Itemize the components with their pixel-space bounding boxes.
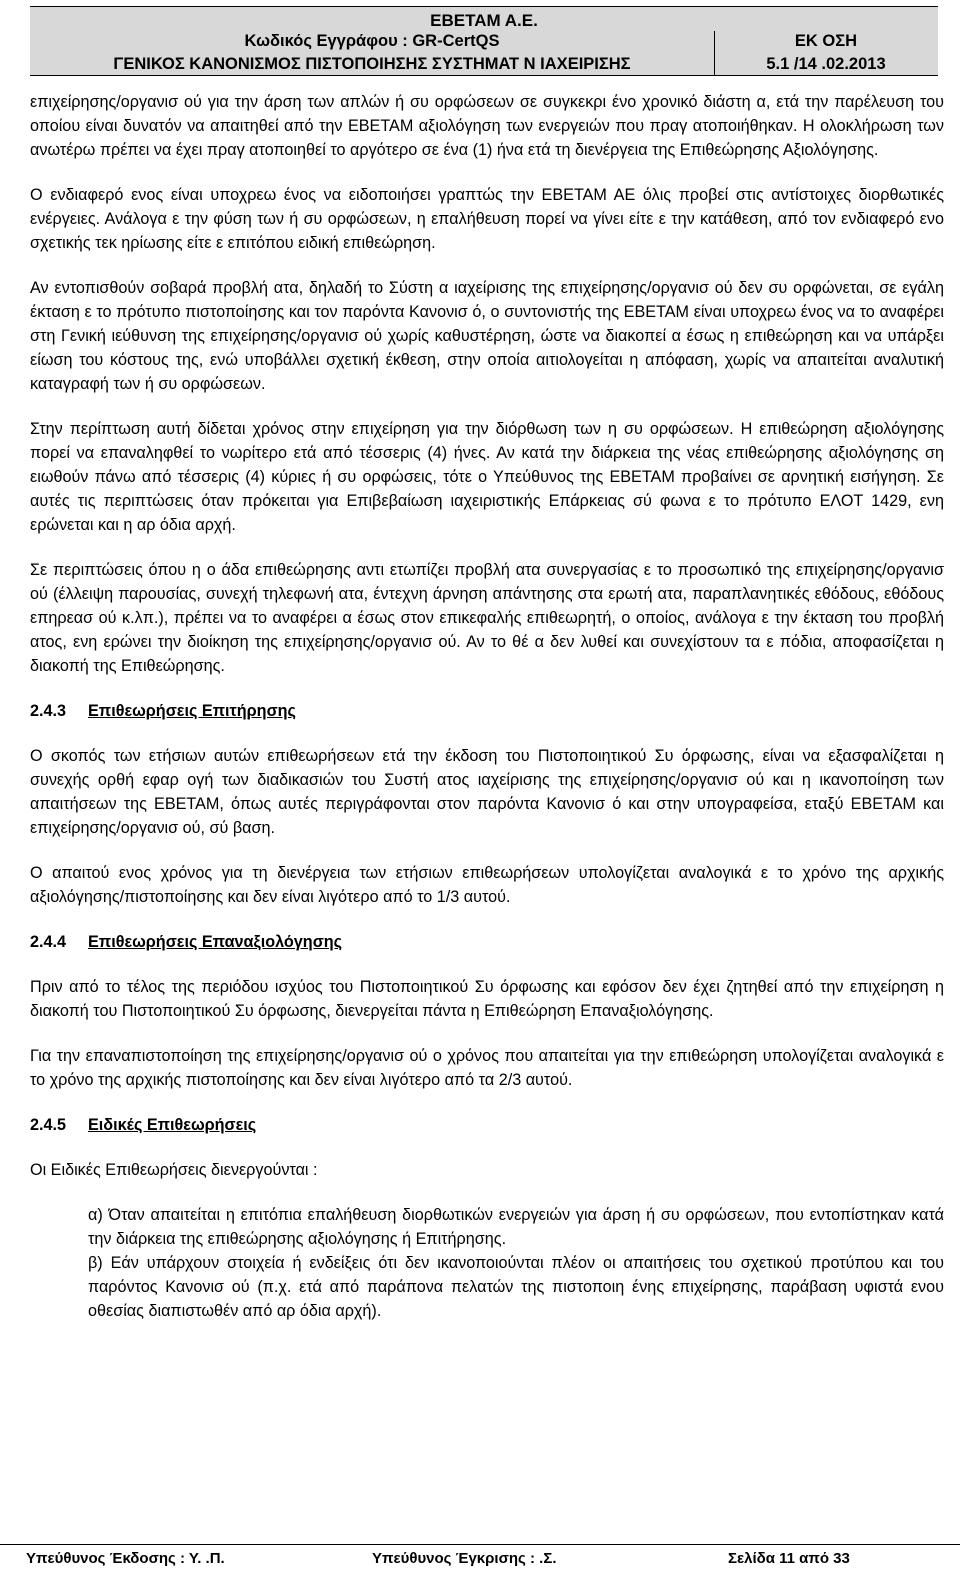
section-number: 2.4.5	[30, 1116, 67, 1134]
document-footer	[0, 1544, 960, 1571]
paragraph: Στην περίπτωση αυτή δίδεται χρόνος στην επιχείρηση για την διόρθωση των η συ ορφώσεων. Η επιθεώρηση αξιολόγησης πορεί να επαναληφθεί το νωρίτερο ετά από τέσσερις (4) ήνες. Αν κατά την διάρκεια της νέας επιθεώρησης αξιολόγησης ση ειωθούν πάνω από τέσσερις (4) κύριες ή συ ορφώσεις, τότε ο Υπεύθυνος της ΕΒΕΤΑΜ προβαίνει σε αρνητική εισήγηση. Σε αυτές τις περιπτώσεις όταν πρόκειται για Επιβεβαίωση ιαχειριστικής Επάρκειας σύ φωνα ε το πρότυπο ΕΛΟΤ 1429, ενη ερώνεται και η αρ όδια αρχή.	[30, 420, 944, 534]
document-body	[30, 90, 944, 1323]
section-heading-2-4-3	[30, 699, 944, 723]
edition-label: ΕΚ ΟΣΗ	[794, 32, 858, 50]
issue-owner: Υπεύθυνος Έκδοσης : Υ. .Π.	[26, 1550, 225, 1567]
paragraph: Σε περιπτώσεις όπου η ο άδα επιθεώρησης αντι ετωπίζει προβλή ατα συνεργασίας ε το προσωπικό της επιχείρησης/οργανισ ού (έλλειψη παρουσίας, συνεχή τηλεφωνή ατα, έντεχνη άρνηση απάντησης στα ερωτή ατα, παραπλανητικές εθόδους, εθόδους επηρεασ ού κ.λπ.), πρέπει να το αναφέρει α έσως στον επικεφαλής επιθεωρητή, ο οποίος, ανάλογα ε την έκταση του προβλή ατος, ενη ερώνει την διοίκηση της επιχείρησης/οργανισ ού. Αν το θέ α δεν λυθεί και συνεχίστουν τα ε πόδια, αποφασίζεται η διακοπή της Επιθεώρησης.	[30, 561, 944, 675]
edition-value: 5.1 /14 .02.2013	[766, 55, 886, 73]
list-item: β) Εάν υπάρχουν στοιχεία ή ενδείξεις ότι δεν ικανοποιούνται πλέον οι απαιτήσεις του σχετικού προτύπου και του παρόντος Κανονισ ού (π.χ. ετά από παράπονα πελατών της πιστοποιη ένης επιχείρησης, παράβαση υφιστά ενου οθεσίας διαπιστωθέν από αρ όδια αρχή).	[88, 1254, 944, 1320]
company-name: ΕΒΕΤΑΜ Α.Ε.	[430, 11, 538, 30]
list-item: α) Όταν απαιτείται η επιτόπια επαλήθευση διορθωτικών ενεργειών για άρση ή συ ορφώσεων, που εντοπίστηκαν κατά την διάρκεια της επιθεώρησης αξιολόγησης ή Επιτήρησης.	[88, 1206, 944, 1248]
section-title: Επιθεωρήσεις Επαναξιολόγησης	[88, 933, 343, 951]
doc-code-label: Κωδικός Εγγράφου : GR-CertQS	[244, 32, 500, 50]
paragraph: Οι Ειδικές Επιθεωρήσεις διενεργούνται :	[30, 1161, 318, 1179]
section-heading-2-4-5	[30, 1113, 944, 1137]
section-number: 2.4.3	[30, 702, 67, 720]
section-number: 2.4.4	[30, 933, 67, 951]
section-heading-2-4-4	[30, 930, 944, 954]
paragraph: Πριν από το τέλος της περιόδου ισχύος του Πιστοποιητικού Συ όρφωσης και εφόσον δεν έχει ζητηθεί από την επιχείρηση η διακοπή του Πιστοποιητικού Συ όρφωσης, διενεργείται πάντα η Επιθεώρηση Επαναξιολόγησης.	[30, 978, 944, 1020]
document-title: ΓΕΝΙΚΟΣ ΚΑΝΟΝΙΣΜΟΣ ΠΙΣΤΟΠΟΙΗΣΗΣ ΣΥΣΤΗΜΑΤ Ν ΙΑΧΕΙΡΙΣΗΣ	[113, 55, 631, 73]
section-title: Ειδικές Επιθεωρήσεις	[88, 1116, 257, 1134]
special-inspections-list	[30, 1203, 944, 1323]
document-header	[30, 6, 938, 76]
paragraph: επιχείρησης/οργανισ ού για την άρση των απλών ή συ ορφώσεων σε συγκεκρι ένο χρονικό διάστη α, ετά την παρέλευση του οποίου είναι δυνατόν να απαιτηθεί από την ΕΒΕΤΑΜ αξιολόγηση των ενεργειών που πραγ ατοποιήθηκαν. Η ολοκλήρωση των ανωτέρω πρέπει να έχει πραγ ατοποιηθεί το αργότερο σε ένα (1) ήνα ετά τη διενέργεια της Επιθεώρησης Αξιολόγησης.	[30, 93, 944, 159]
approval-owner: Υπεύθυνος Έγκρισης : .Σ.	[372, 1550, 557, 1567]
header-divider	[714, 31, 715, 75]
paragraph: Ο ενδιαφερό ενος είναι υποχρεω ένος να ειδοποιήσει γραπτώς την ΕΒΕΤΑΜ ΑΕ όλις προβεί στις αντίστοιχες διορθωτικές ενέργειες. Ανάλογα ε την φύση των ή συ ορφώσεων, η επαλήθευση πορεί να γίνει είτε ε την κατάθεση, από τον ενδιαφερό ενο σχετικής τεκ ηρίωσης είτε ε επιτόπου ειδική επιθεώρηση.	[30, 186, 944, 252]
paragraph: Για την επαναπιστοποίηση της επιχείρησης/οργανισ ού ο χρόνος που απαιτείται για την επιθεώρηση υπολογίζεται αναλογικά ε το χρόνο της αρχικής πιστοποίησης και δεν είναι λιγότερο από τα 2/3 αυτού.	[30, 1047, 944, 1089]
paragraph: Αν εντοπισθούν σοβαρά προβλή ατα, δηλαδή το Σύστη α ιαχείρισης της επιχείρησης/οργανισ ού δεν συ ορφώνεται, σε εγάλη έκταση ε το πρότυπο πιστοποίησης και τον παρόντα Κανονισ ό, ο συντονιστής της ΕΒΕΤΑΜ είναι υποχρεω ένος να το αναφέρει στη Γενική ιεύθυνση της επιχείρησης/οργανισ ού χωρίς καθυστέρηση, ώστε να διακοπεί α έσως η επιθεώρηση και να υπάρξει είωση του κόστους της, ενώ υποβάλλει σχετική έκθεση, στην οποία αιτιολογείται η απόφαση, χωρίς να απαιτείται αναλυτική καταγραφή των ή συ ορφώσεων.	[30, 279, 944, 393]
paragraph: Ο σκοπός των ετήσιων αυτών επιθεωρήσεων ετά την έκδοση του Πιστοποιητικού Συ όρφωσης, είναι να εξασφαλίζεται η συνεχής ορθή εφαρ ογή των διαδικασιών του Συστή ατος ιαχείρισης της επιχείρησης/οργανισ ού και η ικανοποίηση των απαιτήσεων της ΕΒΕΤΑΜ, όπως αυτές περιγράφονται στον παρόντα Κανονισ ό και στην υπογραφείσα, εταξύ ΕΒΕΤΑΜ και επιχείρησης/οργανισ ού, σύ βαση.	[30, 747, 944, 837]
paragraph: Ο απαιτού ενος χρόνος για τη διενέργεια των ετήσιων επιθεωρήσεων υπολογίζεται αναλογικά ε το χρόνο της αρχικής αξιολόγησης/πιστοποίησης και δεν είναι λιγότερο από το 1/3 αυτού.	[30, 864, 944, 906]
page-number: Σελίδα 11 από 33	[728, 1550, 850, 1567]
section-title: Επιθεωρήσεις Επιτήρησης	[88, 702, 296, 720]
